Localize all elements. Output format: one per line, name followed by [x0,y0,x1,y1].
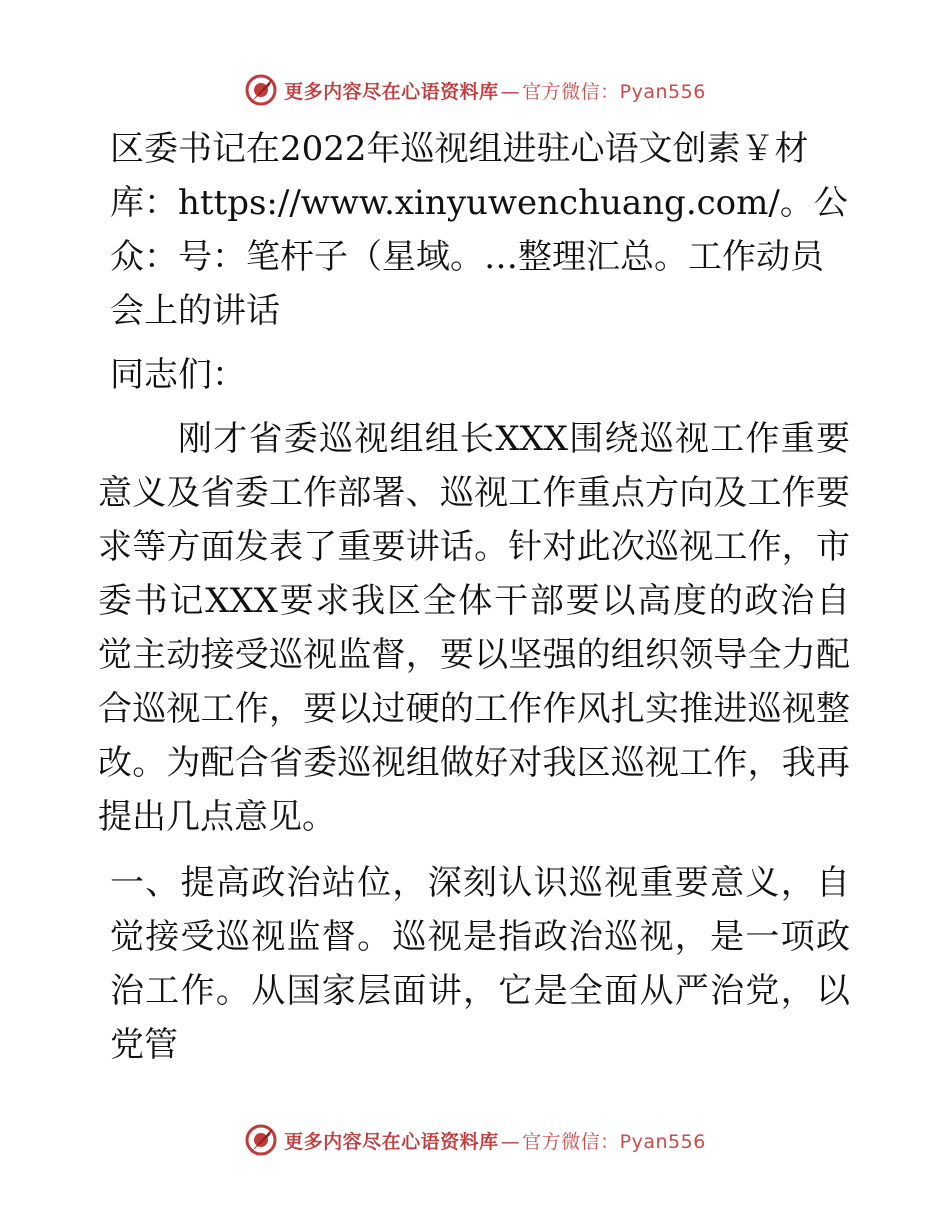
watermark-brand: 更多内容尽在心语资料库 [284,1130,499,1153]
watermark-separator: — [500,80,521,103]
document-body [98,122,850,1072]
section-one: 一、提高政治站位，深刻认识巡视重要意义，自觉接受巡视监督。巡视是指政治巡视，是一项政治工作。从国家层面讲，它是全面从严治党，以党管 [110,863,850,1065]
greeting: 同志们： [110,355,246,395]
watermark-header [0,70,950,110]
watermark-contact: 官方微信：Pyan556 [522,1130,706,1153]
watermark-brand: 更多内容尽在心语资料库 [284,80,499,103]
watermark-footer [0,1120,950,1160]
watermark-contact: 官方微信：Pyan556 [522,80,706,103]
watermark-separator: — [500,1130,521,1153]
paragraph-intro: 刚才省委巡视组组长XXX围绕巡视工作重要意义及省委工作部署、巡视工作重点方向及工作要求等方面发表了重要讲话。针对此次巡视工作，市委书记XXX要求我区全体干部要以高度的政治自觉主动接受巡视监督，要以坚强的组织领导全力配合巡视工作，要以过硬的工作作风扎实推进巡视整改。为配合省委巡视组做好对我区巡视工作，我再提出几点意见。 [98,419,850,837]
document-title: 区委书记在2022年巡视组进驻心语文创素￥材库：https://www.xinyuwenchuang.com/。公众：号：笔杆子（星域。…整理汇总。工作动员会上的讲话 [110,129,848,331]
quill-circle-icon [244,73,278,107]
quill-circle-icon [244,1123,278,1157]
